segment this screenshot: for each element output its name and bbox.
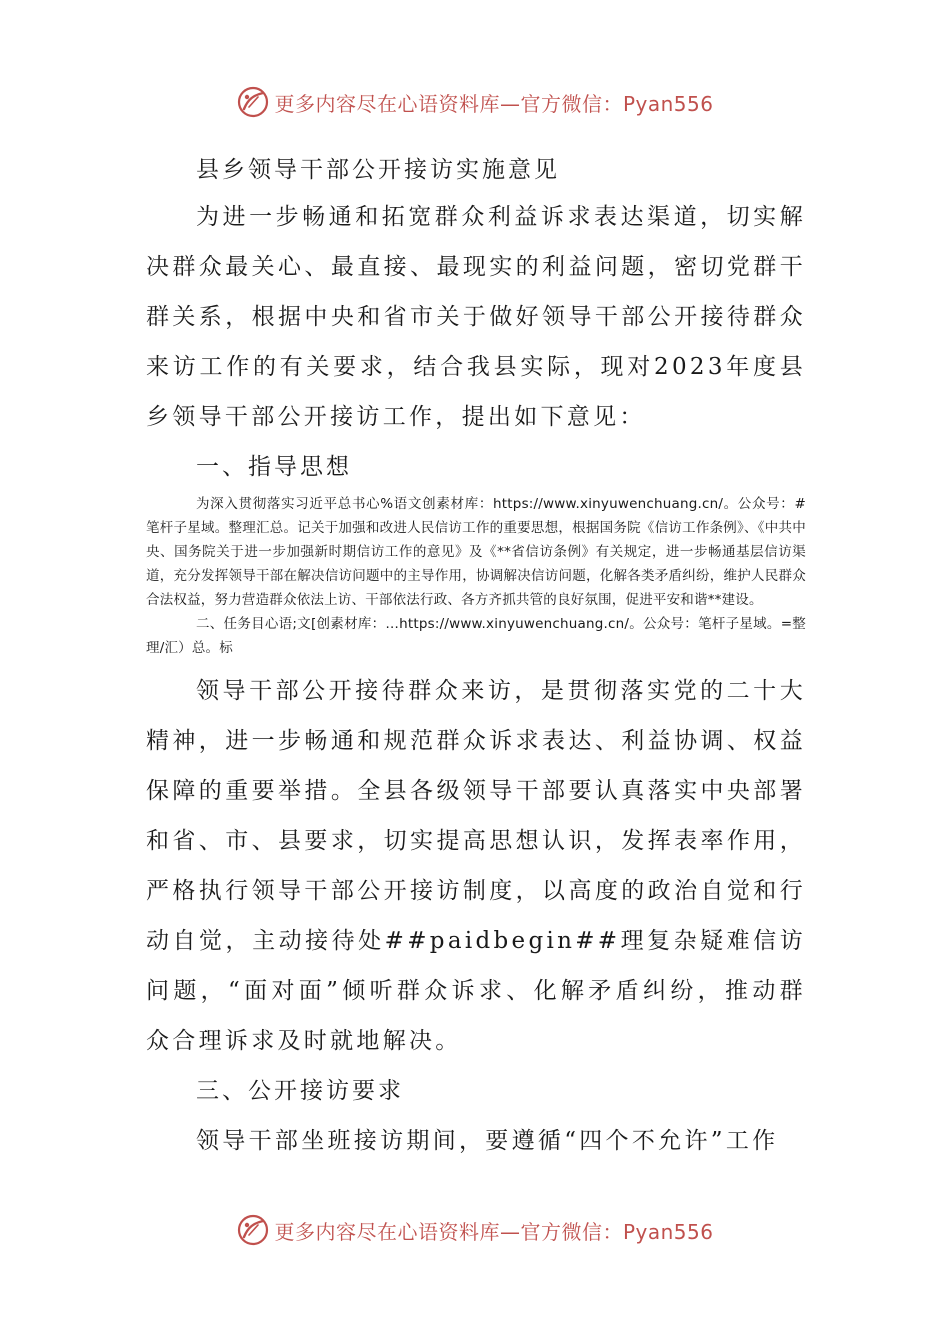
document-title: 县乡领导干部公开接访实施意见 bbox=[196, 157, 560, 183]
banner-text: 更多内容尽在心语资料库—官方微信：Pyan556 bbox=[274, 91, 714, 116]
header-banner bbox=[0, 82, 950, 122]
banner-text: 更多内容尽在心语资料库—官方微信：Pyan556 bbox=[274, 1219, 714, 1244]
section-heading-3: 三、公开接访要求 bbox=[196, 1078, 404, 1104]
section-3-paragraph: 领导干部坐班接访期间，要遵循“四个不允许”工作 bbox=[196, 1128, 779, 1154]
logo-icon bbox=[236, 85, 270, 119]
section-1-text: 为深入贯彻落实习近平总书心%语文创素材库：https://www.xinyuwenchuang.cn/。公众号：#笔杆子星域。整理汇总。记关于加强和改进人民信访工作的重要思想，根据国务院《信访工作条例》、《中共中央、国务院关于进一步加强新时期信访工作的意见》及《**省信访条例》有关规定，进一步畅通基层信访渠道，充分发挥领导干部在解决信访问题中的主导作用，协调解决信访问题，化解各类矛盾纠纷，维护人民群众合法权益，努力营造群众依法上访、干部依法行政、各方齐抓共管的良好氛围，促进平安和谐**建设。 bbox=[146, 496, 806, 608]
logo-icon bbox=[236, 1213, 270, 1247]
footer-banner bbox=[0, 1210, 950, 1250]
section-2-paragraph: 领导干部公开接待群众来访，是贯彻落实党的二十大精神，进一步畅通和规范群众诉求表达、利益协调、权益保障的重要举措。全县各级领导干部要认真落实中央部署和省、市、县要求，切实提高思想认识，发挥表率作用，严格执行领导干部公开接访制度，以高度的政治自觉和行动自觉，主动接待处##paidbegin##理复杂疑难信访问题，“面对面”倾听群众诉求、化解矛盾纠纷，推动群众合理诉求及时就地解决。 bbox=[146, 678, 806, 1054]
section-2-line: 二、任务目心语;文[创素材库：…https://www.xinyuwenchuang.cn/。公众号：笔杆子星域。=整理/汇）总。标 bbox=[146, 616, 806, 656]
section-heading-1: 一、指导思想 bbox=[196, 454, 352, 480]
document-body bbox=[146, 148, 806, 1166]
intro-paragraph: 为进一步畅通和拓宽群众利益诉求表达渠道，切实解决群众最关心、最直接、最现实的利益问题，密切党群干群关系，根据中央和省市关于做好领导干部公开接待群众来访工作的有关要求，结合我县实际，现对2023年度县乡领导干部公开接访工作，提出如下意见： bbox=[146, 204, 806, 430]
